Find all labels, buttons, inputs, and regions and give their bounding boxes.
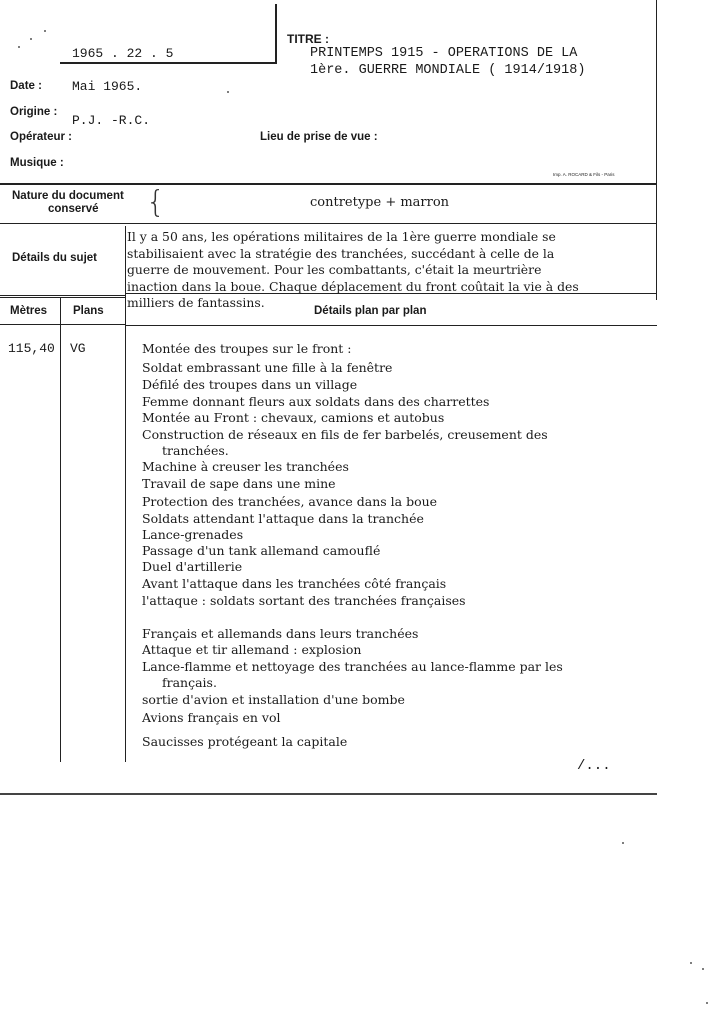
continued-marker: /... — [577, 758, 611, 774]
titre-label: TITRE : — [287, 32, 329, 46]
column-divider-2 — [125, 226, 126, 762]
shot-item-continuation: tranchées. — [162, 443, 229, 458]
shot-item: Avant l'attaque dans les tranchées côté français — [142, 576, 447, 591]
shot-item: Femme donnant fleurs aux soldats dans des charrettes — [142, 394, 490, 409]
shot-item: Lance-grenades — [142, 527, 244, 542]
scan-speck — [706, 1002, 708, 1004]
title-line-2: 1ère. GUERRE MONDIALE ( 1914/1918) — [310, 63, 586, 78]
nature-value: contretype + marron — [310, 195, 450, 210]
details-sujet-line: stabilisaient avec la stratégie des tranchées, succédant à celle de la — [127, 245, 555, 261]
column-header-metres: Mètres — [10, 305, 48, 317]
title-line-1: PRINTEMPS 1915 - OPERATIONS DE LA — [310, 46, 578, 61]
column-header-details: Détails plan par plan — [314, 305, 427, 317]
shot-item: Duel d'artillerie — [142, 559, 243, 574]
nature-label-line-2: conservé — [48, 203, 99, 215]
sujet-rule-left — [0, 295, 125, 296]
musique-label: Musique : — [10, 157, 64, 169]
shot-item: Protection des tranchées, avance dans la boue — [142, 494, 438, 509]
scan-speck — [702, 968, 704, 970]
scan-speck — [30, 38, 32, 40]
nature-label-line-1: Nature du document — [12, 190, 124, 202]
shot-item: Saucisses protégeant la capitale — [142, 734, 348, 749]
scan-speck — [690, 962, 692, 964]
shot-item: Défilé des troupes dans un village — [142, 377, 358, 392]
header-rule-left — [0, 324, 125, 325]
shot-item: Montée des troupes sur le front : — [142, 341, 352, 356]
scan-speck — [44, 30, 46, 32]
nature-brace: { — [146, 185, 166, 220]
sujet-rule-left-2 — [0, 297, 125, 298]
details-sujet-line: inaction dans la boue. Chaque déplacement du front coûtait la vie à des — [127, 278, 579, 294]
shot-item: Français et allemands dans leurs tranchées — [142, 626, 419, 641]
shot-item: Construction de réseaux en fils de fer barbelés, creusement des — [142, 427, 548, 442]
shot-item: Passage d'un tank allemand camouflé — [142, 543, 381, 558]
document-reference: 1965 . 22 . 5 — [72, 46, 174, 61]
shot-item: sortie d'avion et installation d'une bombe — [142, 692, 405, 707]
details-sujet-line: Il y a 50 ans, les opérations militaires de la 1ère guerre mondiale se — [127, 229, 556, 244]
scan-speck — [622, 842, 624, 844]
details-sujet-label: Détails du sujet — [12, 252, 97, 264]
row-metres: 115,40 — [8, 341, 55, 356]
sujet-rule-right — [125, 293, 657, 294]
date-label: Date : — [10, 80, 42, 92]
shot-item: Attaque et tir allemand : explosion — [142, 642, 362, 657]
header-ref-underline — [60, 62, 277, 64]
shot-item: Soldat embrassant une fille à la fenêtre — [142, 360, 393, 375]
scan-speck — [18, 46, 20, 48]
shot-item: Montée au Front : chevaux, camions et autobus — [142, 410, 445, 425]
nature-bottom-rule — [0, 223, 657, 224]
date-value: Mai 1965. — [72, 79, 143, 94]
shot-item: l'attaque : soldats sortant des tranchées françaises — [142, 593, 466, 608]
header-divider-vertical — [275, 4, 277, 62]
shot-item: Soldats attendant l'attaque dans la tranchée — [142, 511, 424, 526]
shot-item: Lance-flamme et nettoyage des tranchées au lance-flamme par les — [142, 659, 563, 674]
origine-value: P.J. -R.C. — [72, 113, 151, 128]
shot-item: Avions français en vol — [142, 710, 281, 725]
printer-imprint: Imp. A. ROCARD & Fils - Paris — [553, 172, 615, 177]
lieu-label: Lieu de prise de vue : — [260, 131, 378, 143]
origine-label: Origine : — [10, 106, 58, 118]
row-plans: VG — [70, 341, 86, 356]
page-right-edge — [656, 0, 657, 300]
details-sujet-line: guerre de mouvement. Pour les combattants, c'était la meurtrière — [127, 262, 542, 277]
operateur-label: Opérateur : — [10, 131, 72, 143]
details-sujet-text — [127, 229, 579, 312]
page-bottom-rule — [0, 793, 657, 795]
column-header-plans: Plans — [73, 305, 104, 317]
shot-item-continuation: français. — [162, 675, 217, 690]
shot-item: Travail de sape dans une mine — [142, 476, 336, 491]
scan-speck — [227, 91, 229, 93]
header-rule-right — [125, 325, 657, 326]
meta-bottom-rule — [0, 183, 657, 185]
column-divider-1 — [60, 297, 61, 762]
details-sujet-line: milliers de fantassins. — [127, 295, 265, 310]
shot-item: Machine à creuser les tranchées — [142, 459, 349, 474]
